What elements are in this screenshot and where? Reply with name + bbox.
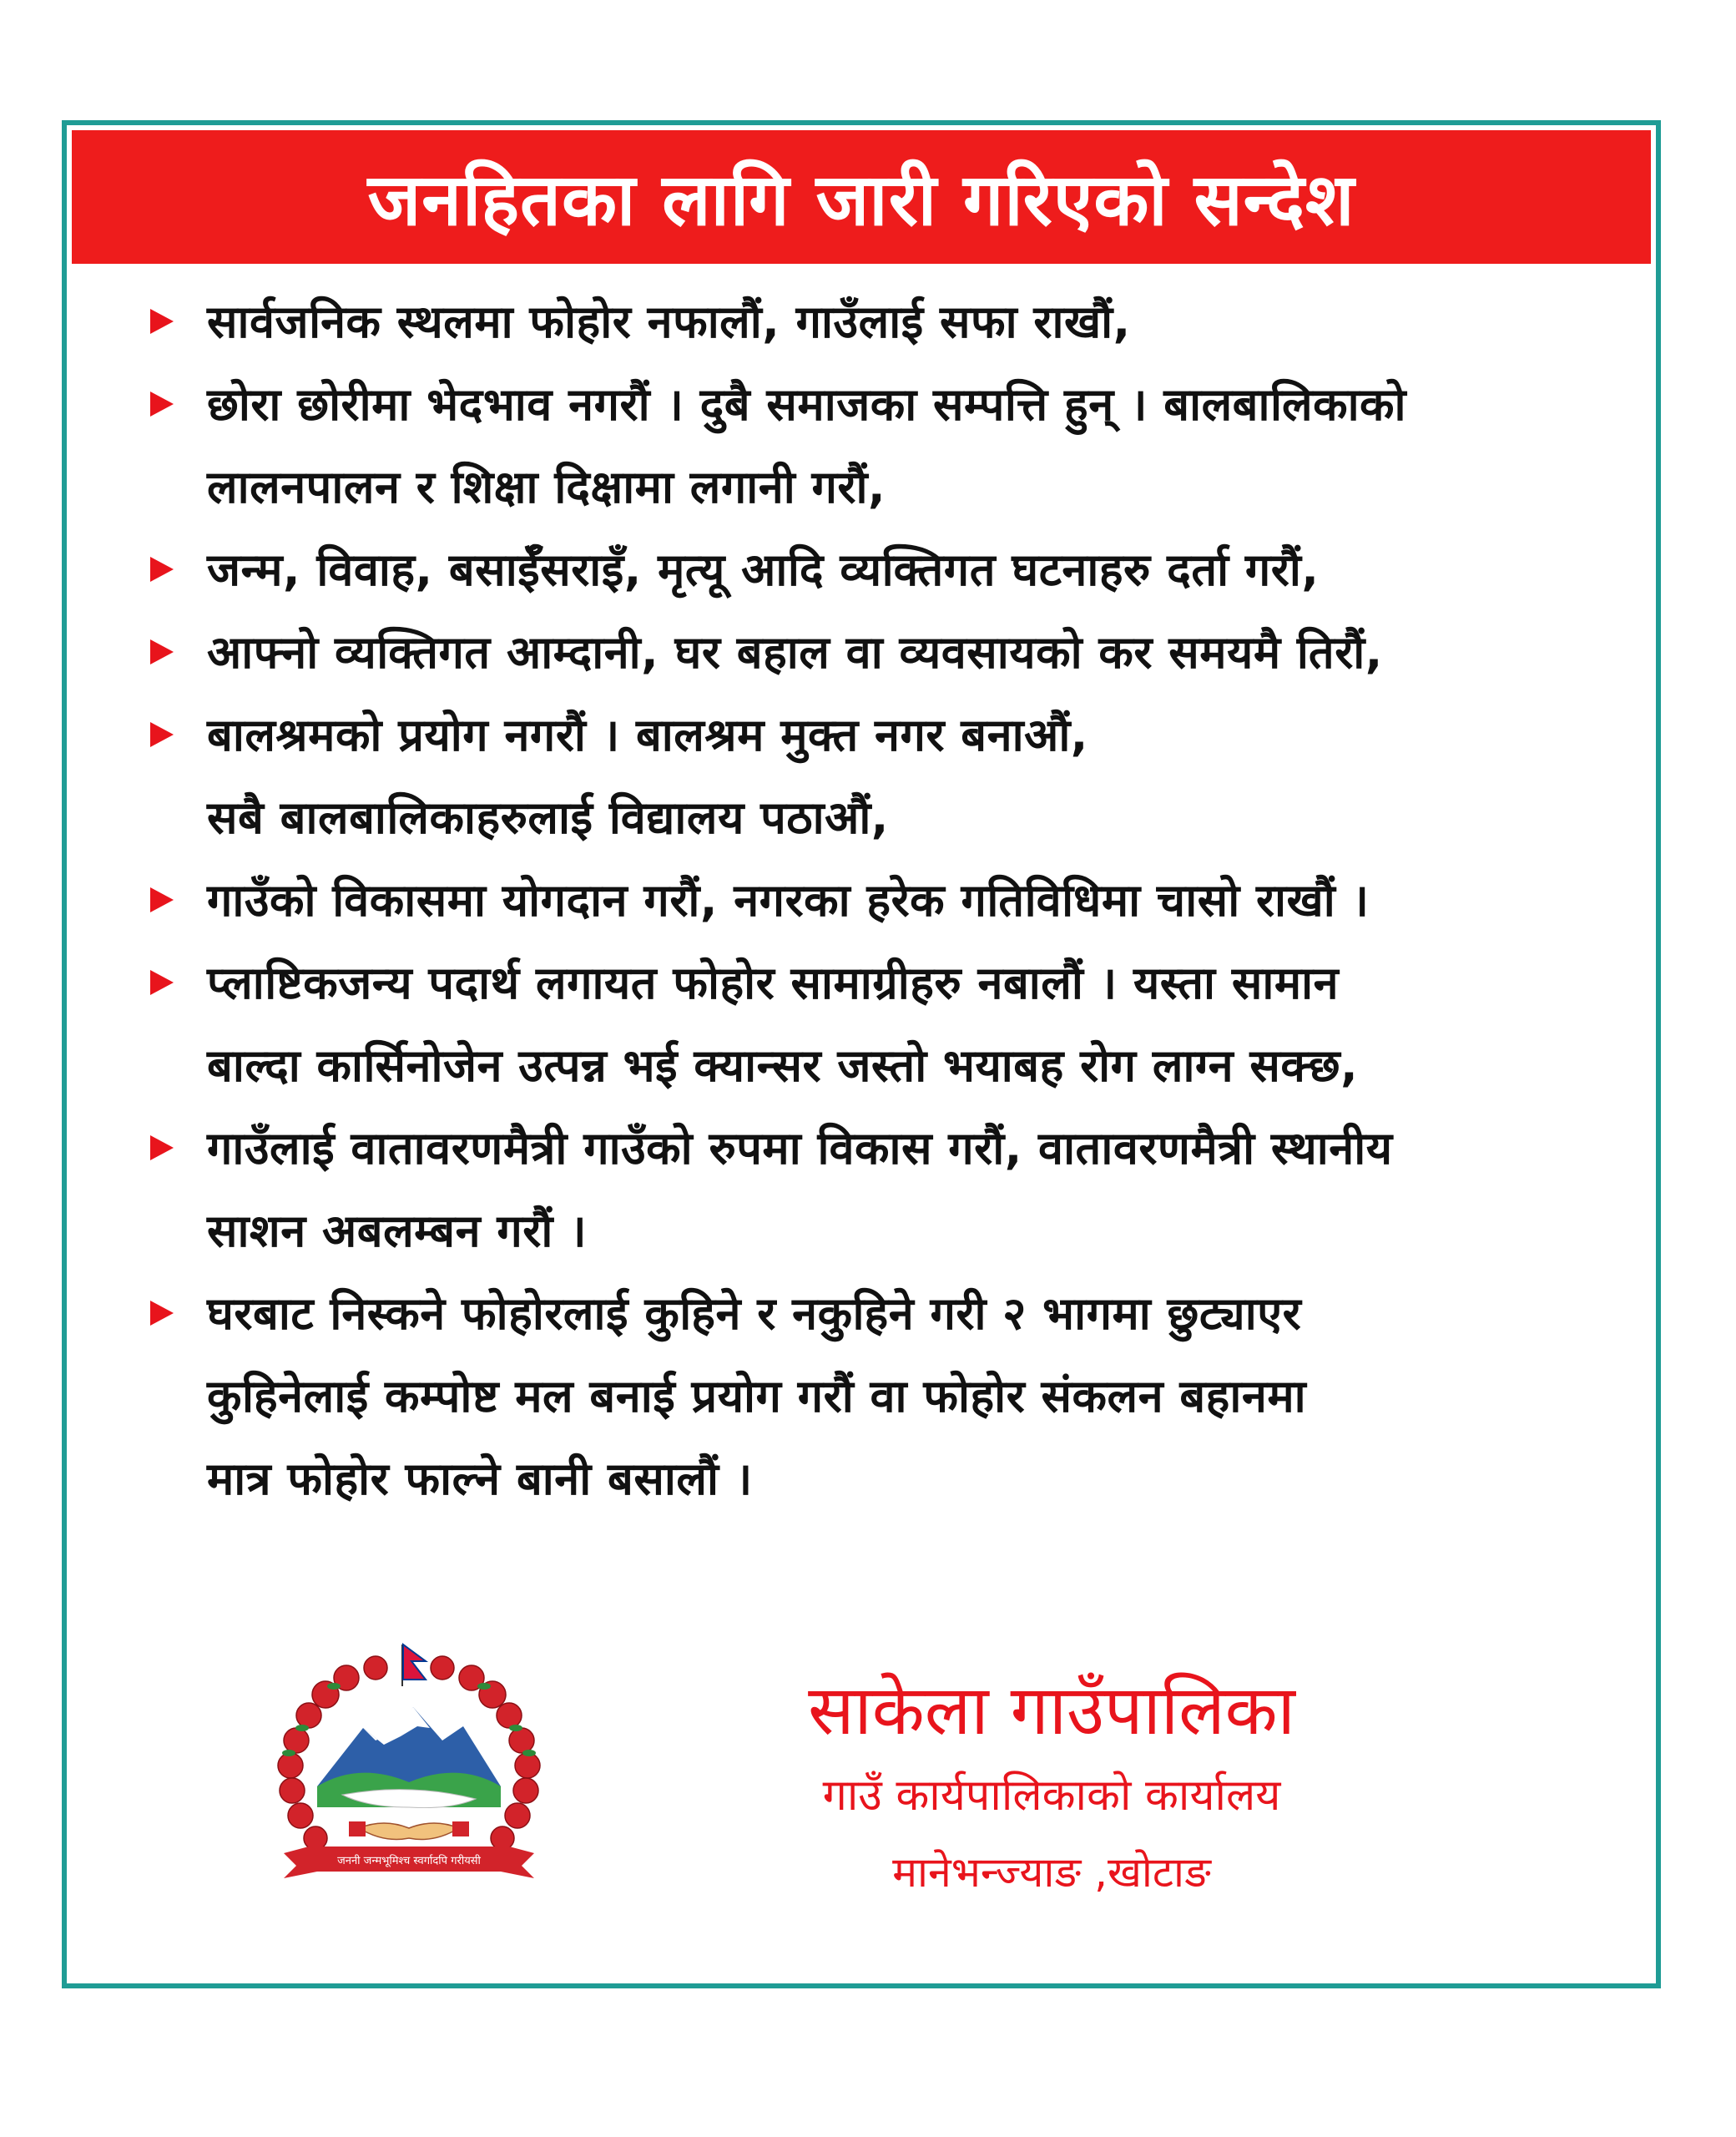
message-item [83,611,1644,694]
message-line: बालश्रमको प्रयोग नगरौं । बालश्रम मुक्त नगर बनाऔं, [207,709,1088,761]
emblem-motto: जननी जन्मभूमिश्च स्वर्गादपि गरीयसी [337,1855,481,1867]
message-item [83,694,1644,859]
message-item [83,1107,1644,1272]
triangle-bullet-icon [150,970,174,995]
message-line: छोरा छोरीमा भेदभाव नगरौं । दुबै समाजका सम्पत्ति हुन् । बालबालिकाको [207,378,1407,431]
organization-office: गाउँ कार्यपालिकाको कार्यालय [822,1771,1281,1821]
message-item [83,280,1644,363]
triangle-bullet-icon [150,639,174,664]
message-line: लालनपालन र शिक्षा दिक्षामा लगानी गरौं, [207,461,886,513]
message-line: बाल्दा कार्सिनोजेन उत्पन्न भई क्यान्सर जस्तो भयाबह रोग लाग्न सक्छ, [207,1039,1359,1092]
message-line: प्लाष्टिकजन्य पदार्थ लगायत फोहोर सामाग्रीहरु नबालौं । यस्ता सामान [207,957,1340,1009]
organization-address: मानेभन्ज्याङ ,खोटाङ [892,1848,1211,1897]
message-line: सबै बालबालिकाहरुलाई विद्यालय पठाऔं, [207,791,889,844]
message-line: साशन अबलम्बन गरौं । [207,1205,588,1257]
notice-title: जनहितका लागि जारी गरिएको सन्देश [367,158,1355,242]
triangle-bullet-icon [150,722,174,747]
message-line: जन्म, विवाह, बसाईँसराइँ, मृत्यू आदि व्यक्तिगत घटनाहरु दर्ता गरौं, [207,543,1320,596]
triangle-bullet-icon [150,309,174,334]
message-line: गाउँको विकासमा योगदान गरौं, नगरका हरेक गतिविधिमा चासो राखौं । [207,874,1370,927]
message-item [83,363,1644,528]
message-list [83,280,1644,1520]
organization-name: साकेला गाउँपालिका [808,1671,1295,1751]
message-line: सार्वजनिक स्थलमा फोहोर नफालौं, गाउँलाई सफा राखौं, [207,296,1131,348]
message-line: आफ्नो व्यक्तिगत आम्दानी, घर बहाल वा व्यवसायको कर समयमै तिरौं, [207,626,1383,679]
nepal-government-emblem [250,1628,568,1903]
organization-block [593,1665,1511,1911]
message-item [83,1272,1644,1520]
handshake [349,1821,469,1840]
triangle-bullet-icon [150,1301,174,1326]
message-item [83,942,1644,1107]
notice-frame [62,120,1661,1988]
triangle-bullet-icon [150,887,174,912]
message-item [83,859,1644,942]
message-line: गाउँलाई वातावरणमैत्री गाउँको रुपमा विकास गरौं, वातावरणमैत्री स्थानीय [207,1122,1393,1175]
nepal-flag [402,1644,426,1686]
message-item [83,528,1644,611]
triangle-bullet-icon [150,557,174,582]
message-line: घरबाट निस्कने फोहोरलाई कुहिने र नकुहिने गरी २ भागमा छुट्याएर [207,1287,1302,1340]
title-banner [72,130,1651,264]
message-line: कुहिनेलाई कम्पोष्ट मल बनाई प्रयोग गरौं वा फोहोर संकलन बहानमा [207,1370,1307,1422]
message-line: मात्र फोहोर फाल्ने बानी बसालौं । [207,1452,753,1505]
triangle-bullet-icon [150,392,174,417]
triangle-bullet-icon [150,1135,174,1160]
